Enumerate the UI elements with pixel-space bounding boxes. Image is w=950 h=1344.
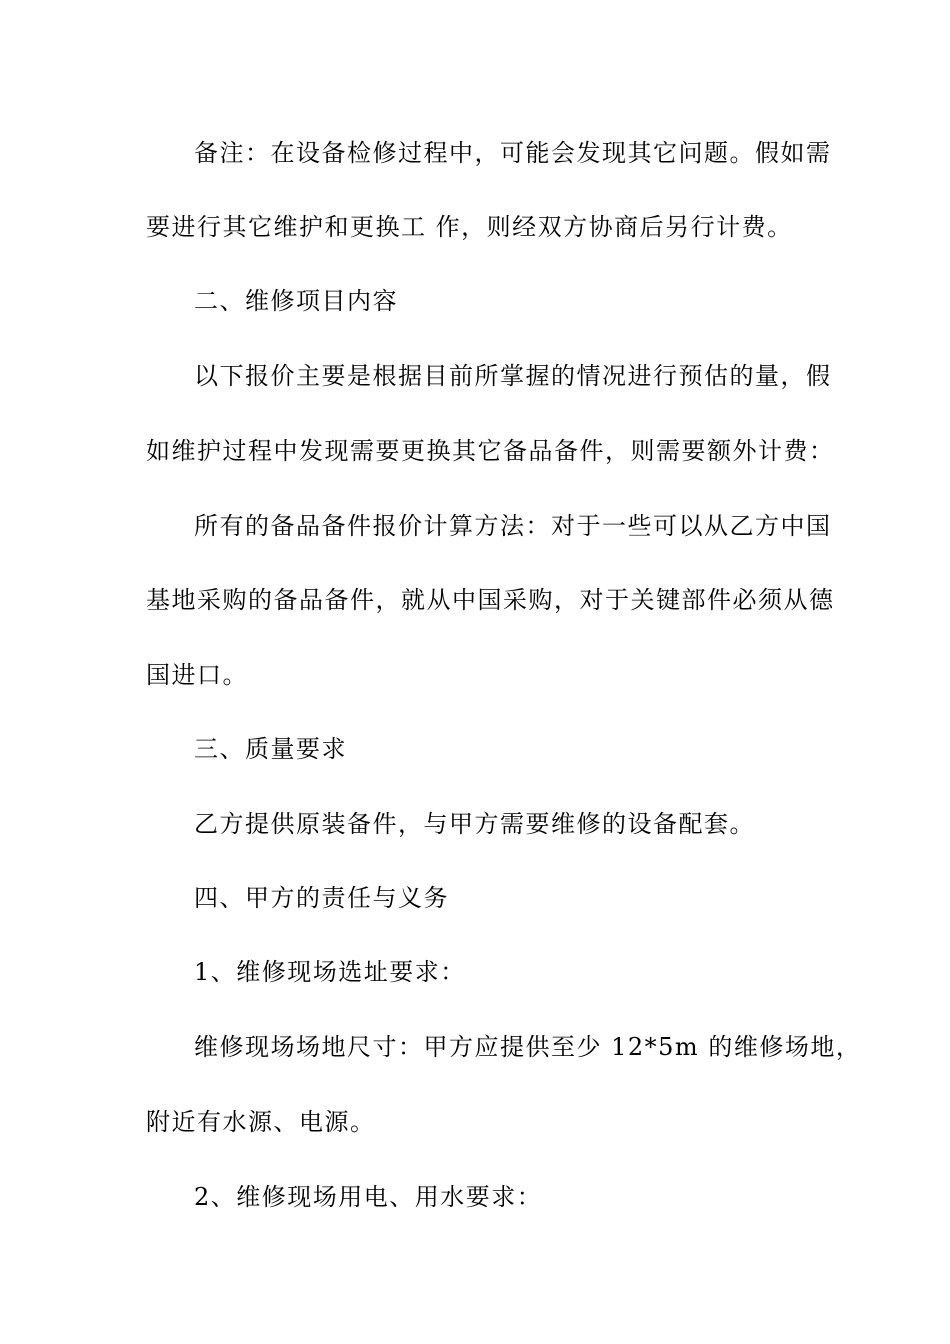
paragraph-line: 维修现场场地尺寸：甲方应提供至少 12*5m 的维修场地， (194, 1033, 862, 1061)
subsection-heading: 2、维修现场用电、用水要求： (194, 1183, 543, 1211)
section-heading: 四、甲方的责任与义务 (194, 884, 449, 912)
paragraph-line: 要进行其它维护和更换工 作，则经双方协商后另行计费。 (146, 213, 793, 241)
section-heading: 三、质量要求 (194, 735, 347, 763)
paragraph-line: 乙方提供原装备件，与甲方需要维修的设备配套。 (194, 810, 755, 838)
subsection-heading: 1、维修现场选址要求： (194, 958, 466, 986)
paragraph-line: 备注：在设备检修过程中，可能会发现其它问题。假如需 (194, 139, 832, 167)
section-heading: 二、维修项目内容 (194, 287, 398, 315)
paragraph-line: 附近有水源、电源。 (146, 1108, 376, 1136)
paragraph-line: 基地采购的备品备件，就从中国采购，对于关键部件必须从德 (146, 586, 835, 614)
paragraph-line: 如维护过程中发现需要更换其它备品备件，则需要额外计费： (146, 437, 835, 465)
paragraph-line: 所有的备品备件报价计算方法：对于一些可以从乙方中国 (194, 512, 832, 540)
paragraph-line: 以下报价主要是根据目前所掌握的情况进行预估的量，假 (194, 362, 832, 390)
paragraph-line: 国进口。 (146, 661, 248, 689)
